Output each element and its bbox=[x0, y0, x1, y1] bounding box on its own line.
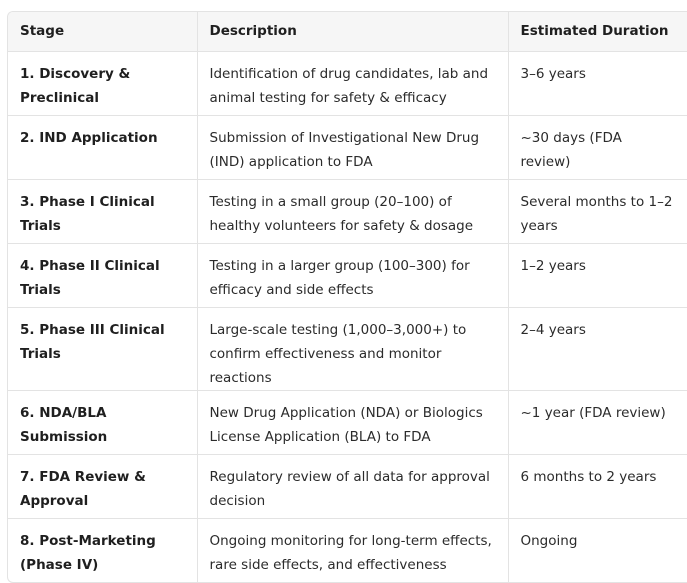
stage-cell: 5. Phase III Clinical Trials bbox=[8, 307, 197, 390]
table-header-row bbox=[8, 12, 687, 51]
description-cell: Identification of drug candidates, lab and animal testing for safety & efficacy bbox=[197, 51, 508, 115]
header-estimated-duration: Estimated Duration bbox=[508, 12, 687, 51]
table-row bbox=[8, 51, 687, 115]
description-cell: Regulatory review of all data for approval decision bbox=[197, 454, 508, 518]
stage-cell: 4. Phase II Clinical Trials bbox=[8, 243, 197, 307]
table-row bbox=[8, 179, 687, 243]
drug-development-table bbox=[7, 11, 687, 583]
duration-cell: Several months to 1–2 years bbox=[508, 179, 687, 243]
duration-cell: 3–6 years bbox=[508, 51, 687, 115]
stage-cell: 1. Discovery & Preclinical bbox=[8, 51, 197, 115]
description-cell: New Drug Application (NDA) or Biologics License Application (BLA) to FDA bbox=[197, 390, 508, 454]
header-stage: Stage bbox=[8, 12, 197, 51]
stage-cell: 7. FDA Review & Approval bbox=[8, 454, 197, 518]
table-row bbox=[8, 454, 687, 518]
duration-cell: Ongoing bbox=[520, 532, 578, 549]
duration-cell: 1–2 years bbox=[508, 243, 687, 307]
table-row bbox=[8, 518, 687, 582]
stage-cell: 2. IND Application bbox=[8, 115, 197, 179]
table-row bbox=[8, 390, 687, 454]
stages-table bbox=[8, 12, 687, 582]
table-row bbox=[8, 243, 687, 307]
stage-cell: 3. Phase I Clinical Trials bbox=[8, 179, 197, 243]
duration-cell: ~1 year (FDA review) bbox=[508, 390, 687, 454]
duration-cell: ~30 days (FDA review) bbox=[508, 115, 687, 179]
description-cell: Ongoing monitoring for long-term effects, rare side effects, and effectiveness bbox=[197, 518, 508, 582]
stage-cell: 8. Post-Marketing (Phase IV) bbox=[8, 518, 197, 582]
description-cell: Large-scale testing (1,000–3,000+) to confirm effectiveness and monitor reactions bbox=[197, 307, 508, 390]
description-cell: Submission of Investigational New Drug (IND) application to FDA bbox=[197, 115, 508, 179]
table-row bbox=[8, 307, 687, 390]
stage-cell: 6. NDA/BLA Submission bbox=[8, 390, 197, 454]
description-cell: Testing in a small group (20–100) of healthy volunteers for safety & dosage bbox=[197, 179, 508, 243]
duration-cell: 6 months to 2 years bbox=[508, 454, 687, 518]
duration-cell: 2–4 years bbox=[508, 307, 687, 390]
table-row bbox=[8, 115, 687, 179]
header-description: Description bbox=[197, 12, 508, 51]
description-cell: Testing in a larger group (100–300) for efficacy and side effects bbox=[197, 243, 508, 307]
